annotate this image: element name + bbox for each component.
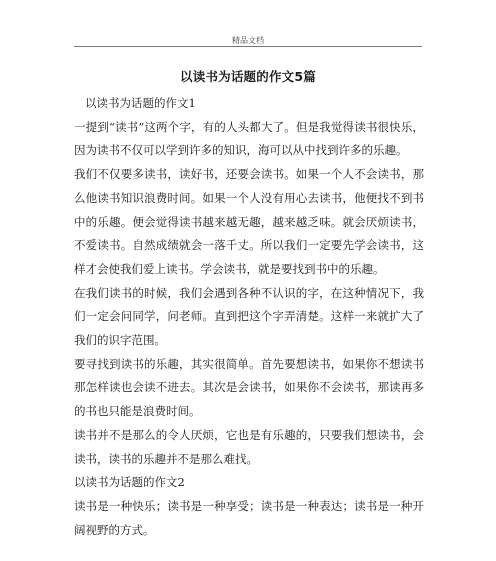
- essay-2-heading: 以读书为话题的作文2: [74, 475, 185, 490]
- paragraph-1: 一提到“读书”这两个字，有的人头都大了。但是我觉得读书很快乐，因为读书不仅可以学到许多的知识，海可以从中找到许多的乐趣。: [74, 119, 424, 158]
- paragraph-6: 读书是一种快乐；读书是一种享受；读书是一种表达；读书是一种开阔视野的方式。: [74, 498, 424, 537]
- paragraph-2: 我们不仅要多读书，读好书，还要会读书。如果一个人不会读书，那么他读书知识浪费时间。如果一个人没有用心去读书，他便找不到书中的乐趣。便会觉得读书越来越无趣，越来越乏味。就会厌烦读书，不爱读书。自然成绩就会一落千丈。所以我们一定要先学会读书，这样才会使我们爱上读书。学会读书，就是要找到书中的乐趣。: [74, 167, 424, 276]
- page-header: 精品文档: [232, 36, 264, 45]
- essay-1-heading: 以读书为话题的作文1: [85, 96, 196, 110]
- paragraph-4: 要寻找到读书的乐趣，其实很简单。首先要想读书，如果你不想读书那怎样读也会读不进去。其次是会读书，如果你不会读书，那读再多的书也只能是浪费时间。: [74, 356, 424, 419]
- document-body: [74, 92, 424, 542]
- paragraph-3: 在我们读书的时候，我们会遇到各种不认识的字，在这种情况下，我们一定会问同学，问老师。直到把这个字弄清楚。这样一来就扩大了我们的识字范围。: [74, 285, 424, 348]
- document-title: 以读书为话题的作文5篇: [180, 69, 316, 84]
- paragraph-5: 读书并不是那么的令人厌烦，它也是有乐趣的，只要我们想读书，会读书，读书的乐趣并不是那么难找。: [74, 427, 424, 466]
- header-divider: [74, 46, 422, 47]
